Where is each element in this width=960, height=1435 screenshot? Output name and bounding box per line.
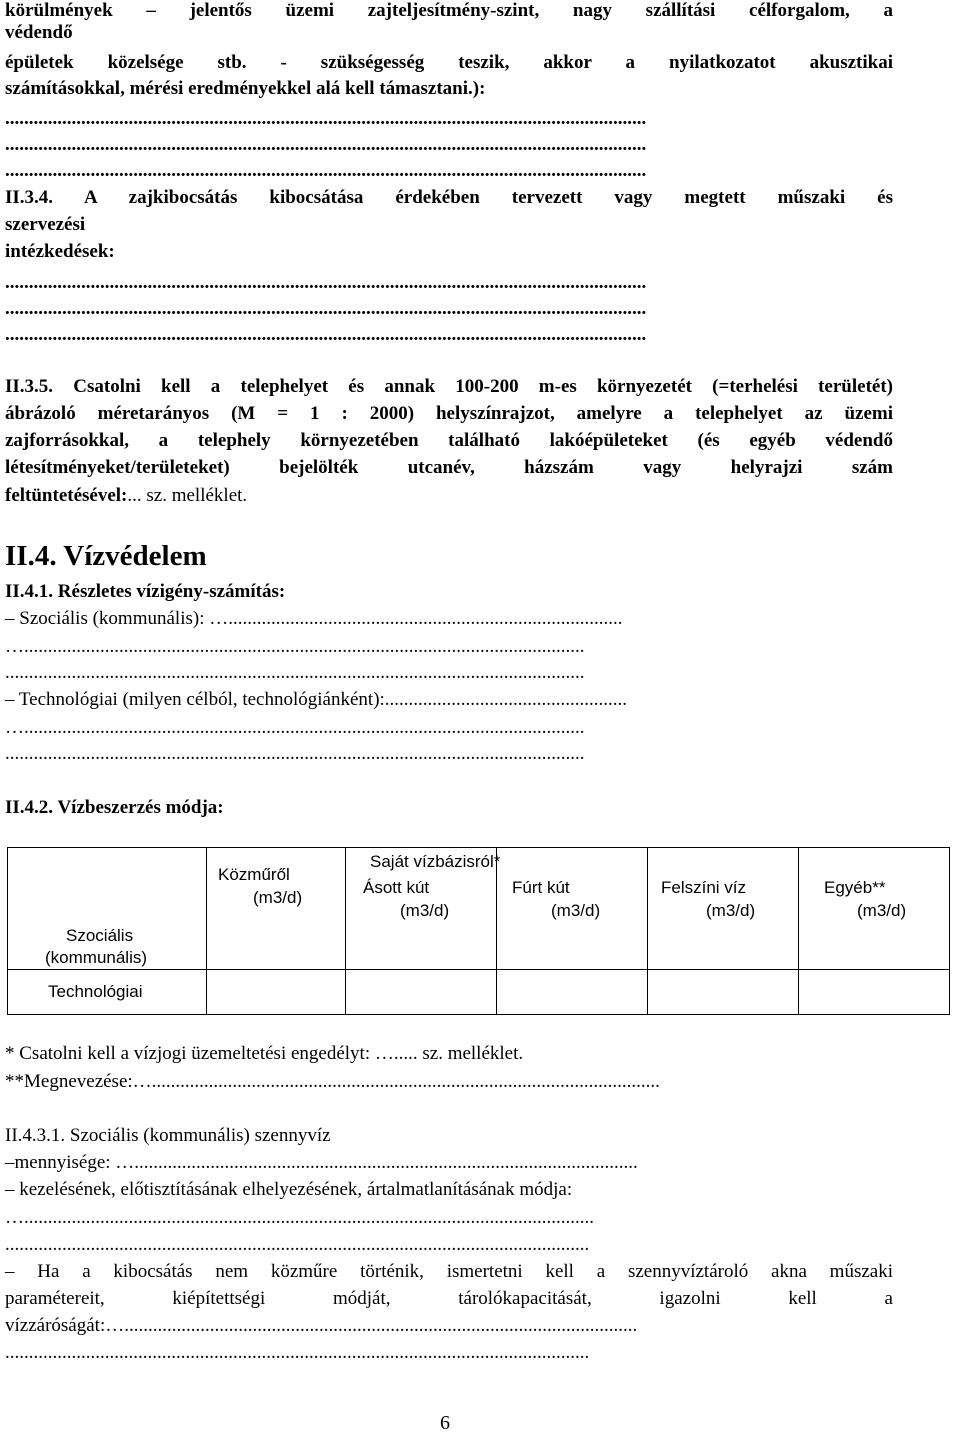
footnote: * Csatolni kell a vízjogi üzemeltetési engedélyt: …..... sz. melléklet. bbox=[5, 1043, 524, 1064]
section-text: létesítményeket/területeket) bejelölték utcanév, házszám vagy helyrajzi szám bbox=[5, 457, 893, 478]
col-header-furt-unit: (m3/d) bbox=[551, 901, 601, 920]
page-number: 6 bbox=[440, 1412, 450, 1434]
paragraph-line: – Ha a kibocsátás nem közműre történik, ismertetni kell a szennyvíztároló akna műszaki bbox=[5, 1261, 893, 1282]
dotted-fill-line: ....................................................................................................................................... bbox=[5, 108, 647, 129]
dotted-fill-line: ....................................................................................................................................... bbox=[5, 324, 647, 345]
section-heading: II.3.4. A zajkibocsátás kibocsátása érdekében tervezett vagy megtett műszaki és bbox=[5, 187, 893, 208]
col-header-egyeb-unit: (m3/d) bbox=[857, 901, 907, 920]
table-cell bbox=[648, 970, 799, 1015]
fill-line: –mennyisége: ….......................................................................................................... bbox=[5, 1152, 638, 1173]
dotted-fill-line: ........................................................................................................................... bbox=[5, 1342, 590, 1363]
section-text-rest: ... sz. melléklet. bbox=[127, 485, 248, 506]
fill-line: – kezelésének, előtisztításának elhelyezésének, ártalmatlanításának módja: bbox=[5, 1179, 573, 1200]
section-text: II.3.5. Csatolni kell a telephelyet és annak 100-200 m-es környezetét (=terhelési területét) bbox=[5, 376, 893, 397]
row-label-technologiai: Technológiai bbox=[48, 982, 143, 1001]
paragraph-line: épületek közelsége stb. - szükségesség teszik, akkor a nyilatkozatot akusztikai bbox=[5, 52, 893, 73]
col-header-furt: Fúrt kút bbox=[512, 878, 570, 897]
row-label-szocialis: Szociális bbox=[66, 926, 134, 945]
col-header-felszini: Felszíni víz bbox=[661, 878, 747, 897]
section-heading: II.4.2. Vízbeszerzés módja: bbox=[5, 797, 224, 818]
dotted-fill-line: .......................................................................................................................... bbox=[5, 662, 585, 683]
paragraph-line: paramétereit, kiépítettségi módját, tárolókapacitását, igazolni kell a bbox=[5, 1288, 893, 1309]
paragraph-line: számításokkal, mérési eredményekkel alá kell támasztani.): bbox=[5, 78, 486, 99]
chapter-title: II.4. Vízvédelem bbox=[5, 540, 207, 572]
col-header-egyeb: Egyéb** bbox=[824, 878, 886, 897]
col-header-sajat: Saját vízbázisról* bbox=[370, 852, 501, 871]
dotted-fill-line: …...................................................................................................................... bbox=[5, 717, 585, 738]
section-heading: szervezési bbox=[5, 214, 86, 235]
dotted-fill-line: ....................................................................................................................................... bbox=[5, 160, 647, 181]
col-header-kozmu: Közműről bbox=[218, 865, 290, 884]
paragraph-line: védendő bbox=[5, 22, 73, 43]
dotted-fill-line: …...................................................................................................................... bbox=[5, 636, 585, 657]
dotted-fill-line: ....................................................................................................................................... bbox=[5, 272, 647, 293]
section-heading: II.4.3.1. Szociális (kommunális) szennyvíz bbox=[5, 1125, 331, 1146]
paragraph-line: körülmények – jelentős üzemi zajteljesítmény-szint, nagy szállítási célforgalom, a bbox=[5, 0, 893, 21]
fill-line: – Technológiai (milyen célból, technológiánként):................................................... bbox=[5, 689, 628, 710]
section-text-bold: feltüntetésével: bbox=[5, 485, 128, 506]
col-header-asott: Ásott kút bbox=[363, 878, 430, 897]
row-label-kommunalis: (kommunális) bbox=[45, 948, 148, 967]
dotted-fill-line: ....................................................................................................................................... bbox=[5, 134, 647, 155]
table-cell bbox=[497, 970, 648, 1015]
col-header-asott-unit: (m3/d) bbox=[400, 901, 450, 920]
section-heading: intézkedések: bbox=[5, 241, 115, 262]
table-cell bbox=[799, 970, 950, 1015]
table-cell bbox=[207, 970, 346, 1015]
dotted-fill-line: …........................................................................................................................ bbox=[5, 1207, 594, 1228]
section-text bbox=[5, 485, 247, 507]
dotted-fill-line: .......................................................................................................................... bbox=[5, 743, 585, 764]
dotted-fill-line: ....................................................................................................................................... bbox=[5, 298, 647, 319]
fill-line: vízzáróságát:…............................................................................................................ bbox=[5, 1315, 638, 1336]
col-header-felszini-unit: (m3/d) bbox=[706, 901, 756, 920]
section-text: ábrázoló méretarányos (M = 1 : 2000) helyszínrajzot, amelyre a telephelyet az üzemi bbox=[5, 403, 893, 424]
section-heading: II.4.1. Részletes vízigény-számítás: bbox=[5, 581, 286, 602]
section-text: zajforrásokkal, a telephely környezetében található lakóépületeket (és egyéb védendő bbox=[5, 430, 893, 451]
fill-line: – Szociális (kommunális): …................................................................................... bbox=[5, 608, 623, 629]
table-cell bbox=[346, 970, 497, 1015]
dotted-fill-line: ........................................................................................................................... bbox=[5, 1234, 590, 1255]
col-header-kozmu-unit: (m3/d) bbox=[253, 888, 303, 907]
footnote: **Megnevezése:…........................................................................................................... bbox=[5, 1071, 660, 1092]
